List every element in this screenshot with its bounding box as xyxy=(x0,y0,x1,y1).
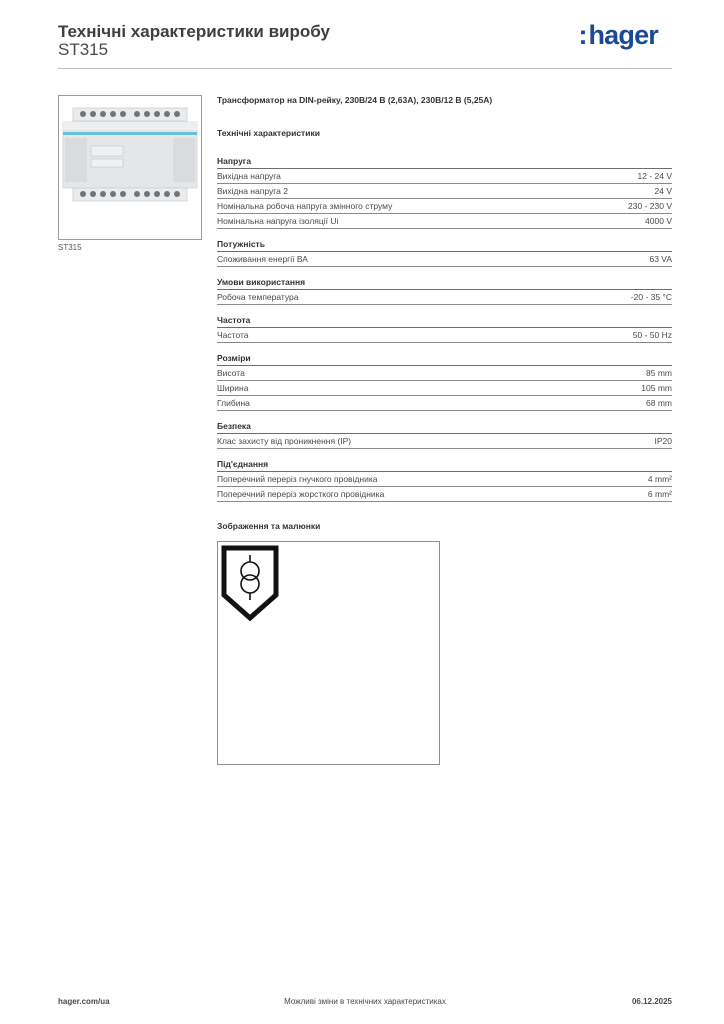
spec-value: 63 VA xyxy=(649,254,672,264)
spec-label: Поперечний переріз жорсткого провідника xyxy=(217,489,385,499)
spec-label: Вихідна напруга 2 xyxy=(217,186,288,196)
spec-value: 24 V xyxy=(654,186,672,196)
technical-specs xyxy=(217,128,672,511)
spec-label: Робоча температура xyxy=(217,292,299,302)
specs-heading: Технічні характеристики xyxy=(217,128,320,138)
spec-label: Вихідна напруга xyxy=(217,171,281,181)
spec-label: Частота xyxy=(217,330,249,340)
spec-label: Глибина xyxy=(217,398,250,408)
spec-value: 105 mm xyxy=(641,383,672,393)
spec-value: 85 mm xyxy=(646,368,672,378)
spec-label: Ширина xyxy=(217,383,249,393)
spec-label: Поперечний переріз гнучкого провідника xyxy=(217,474,378,484)
spec-group-title: Розміри xyxy=(217,352,672,366)
spec-row xyxy=(217,252,672,267)
images-heading: Зображення та малюнки xyxy=(217,521,321,531)
spec-group xyxy=(217,155,672,229)
spec-label: Номінальна напруга ізоляції Ui xyxy=(217,216,339,226)
page-title: Технічні характеристики виробу xyxy=(58,22,330,41)
spec-group-title: Потужність xyxy=(217,238,672,252)
spec-group xyxy=(217,314,672,343)
spec-group-title: Безпека xyxy=(217,420,672,434)
spec-row xyxy=(217,214,672,229)
page-header xyxy=(58,22,672,69)
spec-group xyxy=(217,458,672,502)
spec-row xyxy=(217,366,672,381)
spec-row xyxy=(217,290,672,305)
footer-url[interactable]: hager.com/ua xyxy=(58,997,110,1006)
spec-group-title: Частота xyxy=(217,314,672,328)
spec-value: -20 - 35 °C xyxy=(630,292,672,302)
spec-group xyxy=(217,352,672,411)
images-box xyxy=(217,541,440,765)
brand-name: hager xyxy=(588,20,658,50)
spec-row xyxy=(217,381,672,396)
spec-row xyxy=(217,199,672,214)
spec-label: Номінальна робоча напруга змінного струму xyxy=(217,201,393,211)
spec-value: 6 mm² xyxy=(647,489,672,499)
spec-row xyxy=(217,396,672,411)
footer-note: Можливі зміни в технічних характеристиках xyxy=(284,997,446,1006)
spec-label: Споживання енергії ВА xyxy=(217,254,308,264)
spec-group xyxy=(217,238,672,267)
spec-group xyxy=(217,420,672,449)
product-photo xyxy=(58,95,202,240)
spec-value: 4 mm² xyxy=(647,474,672,484)
spec-row xyxy=(217,487,672,502)
spec-value: 50 - 50 Hz xyxy=(632,330,672,340)
spec-row xyxy=(217,184,672,199)
safety-transformer-shield-icon xyxy=(221,545,279,621)
din-rail-transformer-image xyxy=(59,96,201,239)
spec-value: 68 mm xyxy=(646,398,672,408)
spec-row xyxy=(217,434,672,449)
spec-row xyxy=(217,472,672,487)
hager-logo: :hager xyxy=(578,20,658,50)
product-description: Трансформатор на DIN-рейку, 230В/24 В (2,63А), 230В/12 В (5,25А) xyxy=(217,95,493,105)
spec-value: 4000 V xyxy=(645,216,672,226)
spec-label: Висота xyxy=(217,368,245,378)
spec-group-title: Напруга xyxy=(217,155,672,169)
spec-label: Клас захисту від проникнення (IP) xyxy=(217,436,352,446)
spec-group-title: Під'єднання xyxy=(217,458,672,472)
spec-group xyxy=(217,276,672,305)
spec-group-title: Умови використання xyxy=(217,276,672,290)
product-code: ST315 xyxy=(58,40,109,59)
spec-row xyxy=(217,328,672,343)
spec-row xyxy=(217,169,672,184)
spec-value: 12 - 24 V xyxy=(637,171,672,181)
spec-value: 230 - 230 V xyxy=(628,201,672,211)
spec-groups xyxy=(217,155,672,502)
spec-value: IP20 xyxy=(654,436,672,446)
photo-caption: ST315 xyxy=(58,243,82,252)
footer-date: 06.12.2025 xyxy=(631,997,672,1006)
